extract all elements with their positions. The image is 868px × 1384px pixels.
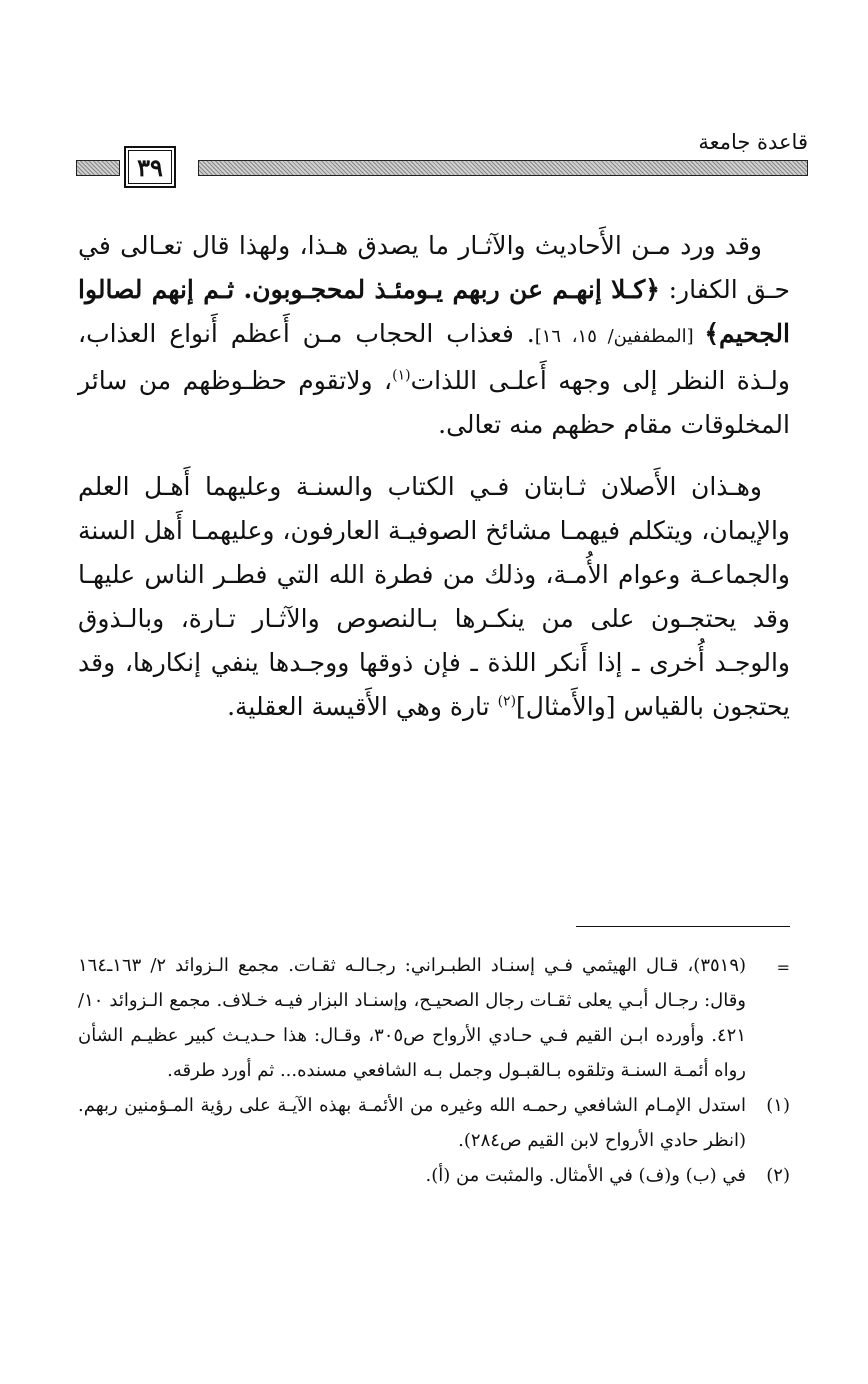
footnote-number: (١) bbox=[766, 1095, 790, 1116]
header-rule-right bbox=[198, 160, 808, 176]
paragraph-1 bbox=[78, 224, 790, 447]
footnote-text: في (ب) و(ف) في الأمثال. والمثبت من (أ). bbox=[425, 1165, 746, 1186]
header-rule-left bbox=[76, 160, 120, 176]
text-run: . فعذاب الحجاب مـن أَعظم أَنواع العذاب، ولـذة النظر إلى وجهه أَعلـى اللذات bbox=[78, 319, 790, 395]
footnotes bbox=[78, 948, 790, 1193]
footnote-text: استدل الإمـام الشافعي رحمـه الله وغيره من الأئمـة بهذه الآيـة على رؤية المـؤمنين ربهم. (انظر حادي الأرواح لابن القيم ص٢٨٤). bbox=[78, 1095, 746, 1151]
text-run: تارة وهي الأَقيسة العقلية. bbox=[227, 692, 498, 721]
text-run: وقد ورد مـن الأَحاديث والآثـار ما يصدق هـذا، ولهذا قال تعـالى في حـق الكفار: bbox=[78, 231, 790, 304]
main-text bbox=[78, 224, 790, 747]
text-run: وهـذان الأَصلان ثـابتان فـي الكتاب والسنـة وعليهما أَهـل العلم والإيمان، ويتكلم فيهمـا مشائخ الصوفيـة العارفون، وعليهمـا أَهل السنة والجماعـة وعوام الأُمـة، وذلك من فطرة الله التي فطـر الناس عليهـا وقد يحتجـون على من ينكـرها بـالنصوص والآثـار تـارة، وبالـذوق والوجـد أُخرى ـ إذا أَنكر اللذة ـ فإن ذوقها ووجـدها ينفي إنكارها، وقد يحتجون بالقياس [والأَمثال] bbox=[77, 472, 790, 721]
running-title: قاعدة جامعة bbox=[698, 130, 808, 154]
text-run: ، ولاتقوم حظـوظهم من سائر المخلوقات مقام حظهم منه تعالى. bbox=[78, 366, 790, 439]
footnote-ref-1: (١) bbox=[392, 367, 411, 384]
footnote-continuation bbox=[78, 948, 790, 1088]
footnote-separator bbox=[576, 926, 790, 927]
footnote-2 bbox=[78, 1158, 790, 1193]
quran-quote: ﴿كـلا إنهـم عن ربهم يـومئـذ لمحجـوبون. ثـم إنهم لصالوا الجحيم﴾ bbox=[78, 275, 790, 348]
page-number: ٣٩ bbox=[124, 146, 176, 188]
paragraph-2 bbox=[78, 465, 790, 729]
continuation-mark: = bbox=[776, 958, 790, 977]
footnote-ref-2: (٢) bbox=[497, 693, 517, 710]
footnote-text: (٣٥١٩)، قـال الهيثمي فـي إسنـاد الطبـراني: رجـالـه ثقـات. مجمع الـزوائد ٢/ ١٦٣ـ١٦٤ وقال: رجـال أبـي يعلى ثقـات رجال الصحيـح، وإسنـاد البزار فيـه خـلاف. مجمع الـزوائد ١٠/ ٤٢١. وأورده ابـن القيم فـي حـادي الأرواح ص٣٠٥، وقـال: هذا حـديـث كبير عظيـم الشأن رواه أئمـة السنـة وتلقوه بـالقبـول وجمل بـه الشافعي مسنده... ثم أورد طرقه. bbox=[78, 955, 747, 1081]
footnote-number: (٢) bbox=[766, 1165, 790, 1186]
quran-reference: [المطففين/ ١٥، ١٦] bbox=[534, 326, 705, 347]
footnote-1 bbox=[78, 1088, 790, 1158]
